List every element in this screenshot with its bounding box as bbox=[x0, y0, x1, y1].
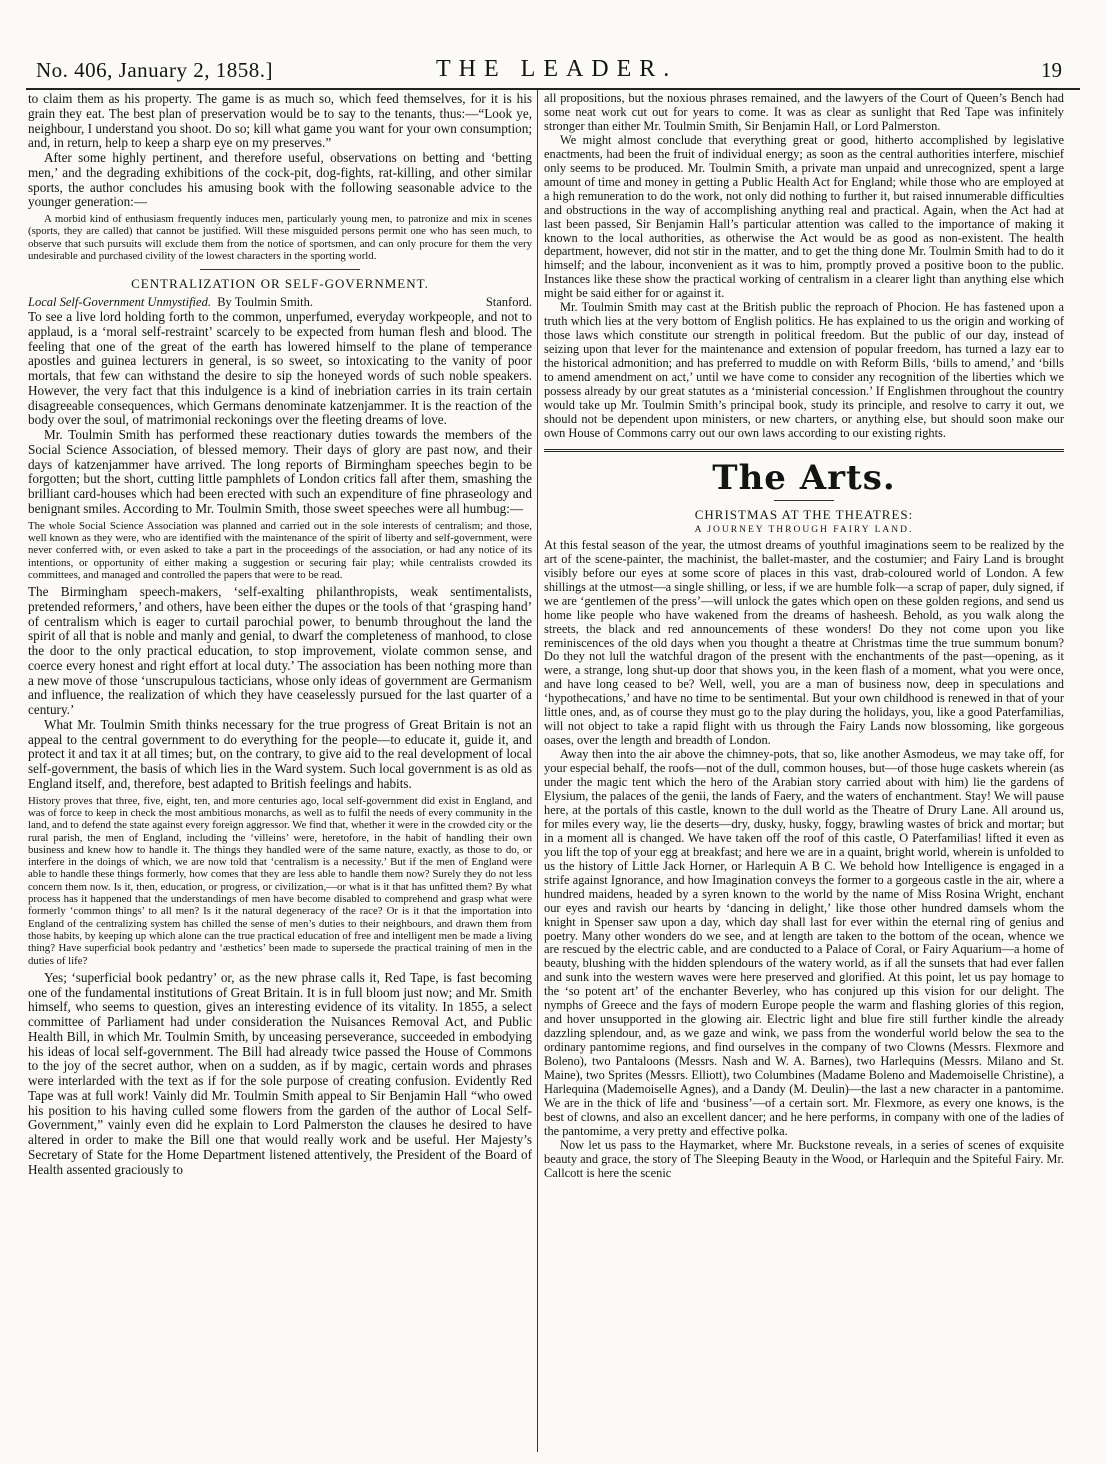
block-quote: A morbid kind of enthusiasm frequently induces men, particularly young men, to patronize and mix in scenes (sports, they are called) that cannot be justified. Will these misguided persons permit one who has seen much, to observe that such pursuits will exclude them from the notice of sportsmen, and can only procure for them the very undesirable and purchased civility of the lowest characters in the sporting world. bbox=[28, 213, 532, 262]
page-header bbox=[26, 52, 1080, 90]
paragraph: Mr. Toulmin Smith may cast at the British public the reproach of Phocion. He has fastened upon a truth which lies at the very bottom of English politics. He has explained to us the origin and working of those laws which constitute our strength in political freedom. But the public of our day, instead of seizing upon that lever for the maintenance and extension of popular freedom, has turned a lazy ear to the historical admonition; and has preferred to muddle on with Reform Bills, ‘bills to amend,’ and ‘bills to amend amendment on act,’ until we have come to consider any recognition of the liberties which we possess already by our great statutes as a ‘ministerial concession.’ If Englishmen throughout the country would take up Mr. Toulmin Smith’s principal book, study its principle, and resolve to carry it out, we should not be dependent upon ministers, or new charters, or anything else, but should soon make our own House of Commons carry out our own laws according to our existing rights. bbox=[544, 300, 1064, 440]
paragraph: To see a live lord holding forth to the common, unperfumed, everyday workpeople, and not to applaud, is a ‘moral self-restraint’ scarcely to be expected from human flesh and blood. The feeling that one of the great of the earth has lowered himself to the plane of temperance apostles and guinea lecturers in general, is so sweet, so intoxicating to the vanity of poor mortals, that few can withstand the desire to sip the honeyed words of such noble speakers. However, the very fact that this indulgence is a kind of inebriation carries in its train certain disagreeable consequences, which Germans denominate katzenjammer. It is the reaction of the body over the soul, of matrimonial reckonings over the fleeting dreams of love. bbox=[28, 309, 532, 428]
paragraph: to claim them as his property. The game is as much so, which feed themselves, for it is his grain they eat. The best plan of preservation would be to say to the tenants, thus:—“Look ye, neighbour, I understand you shoot. Do so; kill what game you want for your own consumption; and, in return, help to keep a sharp eye on my preserves.” bbox=[28, 92, 532, 151]
book-title: Local Self-Government Unmystified. bbox=[28, 295, 211, 310]
section-rule bbox=[200, 269, 360, 270]
paragraph: Mr. Toulmin Smith has performed these reactionary duties towards the members of the Social Science Association, of blessed memory. Their days of glory are past now, and their days of katzenjammer have arrived. The long reports of Birmingham speeches begin to be forgotten; but the short, cutting little pamphlets of London critics fall after them, smashing the brilliant card-houses which had been erected with such an expenditure of fine phraseology and benignant smiles. According to Mr. Toulmin Smith, those sweet speeches were all humbug:— bbox=[28, 427, 532, 516]
section-title: CENTRALIZATION OR SELF-GOVERNMENT. bbox=[131, 276, 429, 292]
block-quote: The whole Social Science Association was planned and carried out in the sole interests of centralism; and those, well known as they were, who are identified with the maintenance of the spirit of liberty and self-government, were never conferred with, or even asked to take a part in the proceedings of the association, or had any notice of its intentions, or opportunity of either making a suggestion or securing fair play; while centralists crowded its committees, and managed and controlled the papers that were to be read. bbox=[28, 519, 532, 581]
issue-date: No. 406, January 2, 1858.] bbox=[36, 58, 273, 82]
paragraph: Yes; ‘superficial book pedantry’ or, as the new phrase calls it, Red Tape, is fast becoming one of the fundamental institutions of Great Britain. It is in full bloom just now; and Mr. Smith himself, who seems to question, gives an interesting evidence of its vitality. In 1855, a select committee of Parliament had under consideration the Nuisances Removal Act, and Public Health Bill, in which Mr. Toulmin Smith, by unceasing perseverance, succeeded in embodying his ideas of local self-government. The Bill had already twice passed the House of Commons to the joy of the secret author, when on a sudden, as if by magic, certain words and phrases were interlarded with the text as if for the sole purpose of creating confusion. Evidently Red Tape was at full work! Vainly did Mr. Toulmin Smith appeal to Sir Benjamin Hall “who owed his position to his having culled some flowers from the garden of the author of Local Self-Government,” vainly even did he explain to Lord Palmerston the clauses he desired to have altered in order to make the Bill one that would really work and be useful. Her Majesty’s Secretary of State for the Home Department listened attentively, the President of the Board of Health assented graciously to bbox=[28, 969, 532, 1177]
book-publisher: Stanford. bbox=[485, 295, 532, 310]
paragraph: Now let us pass to the Haymarket, where Mr. Buckstone reveals, in a series of scenes of exquisite beauty and grace, the story of The Sleeping Beauty in the Wood, or Harlequin and the Spiteful Fairy. Mr. Callcott is here the scenic bbox=[544, 1137, 1064, 1180]
right-column bbox=[544, 92, 1064, 1452]
block-quote: History proves that three, five, eight, ten, and more centuries ago, local self-government did exist in England, and was of force to keep in check the most ambitious monarchs, as well as to fulfil the needs of every community in the land, and to defend the state against every foreign aggressor. We find that, whether it were in the crowded city or the rural parish, the men of England, including the ‘villeins’ were, heretofore, in the habit of handling their own business and knew how to handle it. The things they handled were of the same nature, exactly, as those to do, or interfere in the doings of which, we are now told that ‘centralism is a necessity.’ But if the men of England were able to handle these things formerly, how comes that they are less able to handle them now? Surely they do not less concern them now. Is it, then, education, or progress, or civilization,—or what is it that has unfitted them? By what process has it happened that the understandings of men have become disabled to comprehend and grasp what were formerly ‘common things’ to all men? Is it the natural degeneracy of the race? Or is it that the importation into England of the centralizing system has chilled the sense of men’s duties to their neighbours, and drawn them from those habits, by keeping up which alone can the true practical education of free and intelligent men be made a living thing? Have superficial book pedantry and ‘æsthetics’ been made to supersede the practical training of men in the duties of life? bbox=[28, 794, 532, 967]
masthead-title: THE LEADER. bbox=[436, 56, 678, 82]
heading-ornament-rule bbox=[774, 500, 834, 501]
arts-heading: The Arts. bbox=[712, 457, 896, 498]
paragraph: At this festal season of the year, the utmost dreams of youthful imaginations seem to be realized by the art of the scene-painter, the machinist, the ballet-master, and the costumier; and Fairy Land is brought visibly before our eyes at some score of places in this vast, drab-coloured world of London. A few shillings at the utmost—a single shilling, or less, if we are humble folk—a scrap of paper, duly signed, if we are ‘gentlemen of the press’—will unlock the gates which open on these golden regions, and send us home like people who have wakened from the dreams of hasheesh. Behold, as you walk along the streets, the black and red announcements of these wonders! Do they not come upon you like reminiscences of the old days when you thought a theatre at Christmas time the true summum bonum? Do they not lull the watchful dragon of the present with the enchantments of the past—opening, as it were, a strange, long shut-up door that shows you, in the keen flash of a moment, what you were once, and have long ceased to be? Well, well, you are a man of business now, deep in speculations and ‘hypothecations,’ and have no time to be sentimental. But your own childhood is renewed in that of your little ones, and, as of course they must go to the play during the holidays, you, like a good Paterfamilias, will not object to take a rapid flight with us through the Fairy Lands now blossoming, like gorgeous oases, over the length and breadth of London. bbox=[544, 537, 1064, 748]
header-rule bbox=[26, 88, 1080, 90]
paragraph: all propositions, but the noxious phrases remained, and the lawyers of the Court of Queen’s Bench had some neat work cut out for years to come. It was as clear as sunlight that Red Tape was infinitely stronger than either Mr. Toulmin Smith, Sir Benjamin Hall, or Lord Palmerston. bbox=[544, 92, 1064, 133]
left-column bbox=[28, 92, 532, 1452]
paragraph: We might almost conclude that everything great or good, hitherto accomplished by legislative enactments, had been the fruit of individual energy; as soon as the central authorities interfere, mischief only seems to be produced. Mr. Toulmin Smith, a private man unpaid and unrecognized, spent a large amount of time and money in getting a Public Health Act for England; while those who are employed at a high remuneration to do the work, not only did nothing to further it, but raised innumerable difficulties and obstructions in the way of accomplishing anything real and practical. Again, when the Act had at last been passed, Sir Benjamin Hall’s particular attention was called to the importance of making it known to the local authorities, as otherwise the Act would be as good as non-existent. The health department, however, did not stir in the matter, and to get the thing done Mr. Toulmin Smith had to do it himself; and the labour, inconvenient as it was to him, promptly proved a positive boon to the public. Instances like these show the practical working of centralism in a clearer light than anything else which might be said either for or against it. bbox=[544, 132, 1064, 301]
paragraph: Away then into the air above the chimney-pots, that so, like another Asmodeus, we may take off, for your especial behalf, the roofs—not of the dull, common houses, but—of those huge caskets wherein (as under the magic tent which the hero of the Arabian story carried about with him) lie the gardens of Elysium, the palaces of the genii, the lands of Faery, and the waters of enchantment. Stay! We will pause here, at the portals of this castle, known to the dull world as the Theatre of Drury Lane. All around us, for miles every way, lie the deserts—dry, dusky, husky, foggy, brawling wastes of brick and mortar; but in a moment all is changed. We have taken off the roof of this castle, O Paterfamilias! lifted it even as you lift the top of your egg at breakfast; and here we are in a quaint, bright world, wherein is unfolded to us the history of Little Jack Horner, or Harlequin A B C. We behold how Intelligence is engaged in a strife against Ignorance, and how Imagination conveys the former to a gorgeous castle in the air, where a hundred maidens, headed by a syren known to the world by the name of Miss Rosina Wright, enchant our eyes and ravish our hearts by ‘dancing in delight,’ like those other hundred damsels whom the knight in Spenser saw upon a day, which day shall last for ever within the eternal ring of genius and poetry. Many other wonders do we see, and at length are taken to the bottom of the ocean, whence we are rescued by the electric cable, and are conducted to a Palace of Coral, or Fairy Aquarium—a home of beauty, blushing with the hidden splendours of the watery world, as if all the sunsets that had ever fallen and sunk into the western waves were here preserved and glorified. At this point, let us pay homage to the ‘so potent art’ of the enchanter Beverley, who has conjured up this vision for our delight. The nymphs of Greece and the fays of modern Europe people the warm and flashing glories of this region, and hover unsupported in the glowing air. Electric light and blue fire still further kindle the already dazzling splendour, and, as we gaze and wink, we pass from the wonderful world below the sea to the ordinary pantomime regions, and find ourselves in the company of two Clowns (Messrs. Flexmore and Boleno), two Pantaloons (Messrs. Nash and W. A. Barnes), two Harlequins (Messrs. Milano and St. Maine), two Sprites (Messrs. Elliott), two Columbines (Madame Boleno and Mademoiselle Christine), a Harlequina (Mademoiselle Agnes), and a Dandy (M. Deulin)—the last a new character in a pantomime. We are in the thick of life and ‘business’—of a certain sort. Mr. Flexmore, as every one knows, is the best of clowns, and also an excellent dancer; and he here performs, in company with one of the ladies of the pantomime, a very pretty and effective polka. bbox=[544, 747, 1064, 1138]
paragraph: After some highly pertinent, and therefore useful, observations on betting and ‘betting men,’ and the degrading exhibitions of the cock-pit, dog-fights, rat-killing, and other similar sports, the author concludes his amusing book with the following seasonable advice to the younger generation:— bbox=[28, 150, 532, 210]
paragraph: What Mr. Toulmin Smith thinks necessary for the true progress of Great Britain is not an appeal to the central government to do everything for the people—to educate it, guide it, and protect it and tax it at all times; but, on the contrary, to give aid to the real development of local self-government, the basis of which lies in the Ward system. Such local government is as old as England itself, and, therefore, best adapted to British feelings and habits. bbox=[28, 716, 532, 791]
section-double-rule bbox=[544, 449, 1064, 452]
book-byline bbox=[28, 295, 532, 309]
paragraph: The Birmingham speech-makers, ‘self-exalting philanthropists, weak sentimentalists, pretended reformers,’ and others, have been either the dupes or the tools of that ‘grasping hand’ of centralism which is eager to curtail parochial power, to benumb throughout the land the spirit of all that is noble and manly and genial, to dwarf the completeness of manhood, to close the door to the only practical education, to stop improvement, violate common sense, and coerce every honest and right effort at local duty.’ The association has been nothing more than a new move of those ‘unscrupulous tacticians, whose only ideas of government are Germanism and influence, the realization of which they have ceaselessly pursued for the last quarter of a century.’ bbox=[28, 584, 532, 718]
article-subtitle: A JOURNEY THROUGH FAIRY LAND. bbox=[694, 524, 914, 535]
column-divider bbox=[537, 90, 538, 1452]
book-author: By Toulmin Smith. bbox=[217, 295, 313, 310]
article-title: CHRISTMAS AT THE THEATRES: bbox=[694, 506, 914, 522]
page-number: 19 bbox=[1041, 58, 1062, 82]
